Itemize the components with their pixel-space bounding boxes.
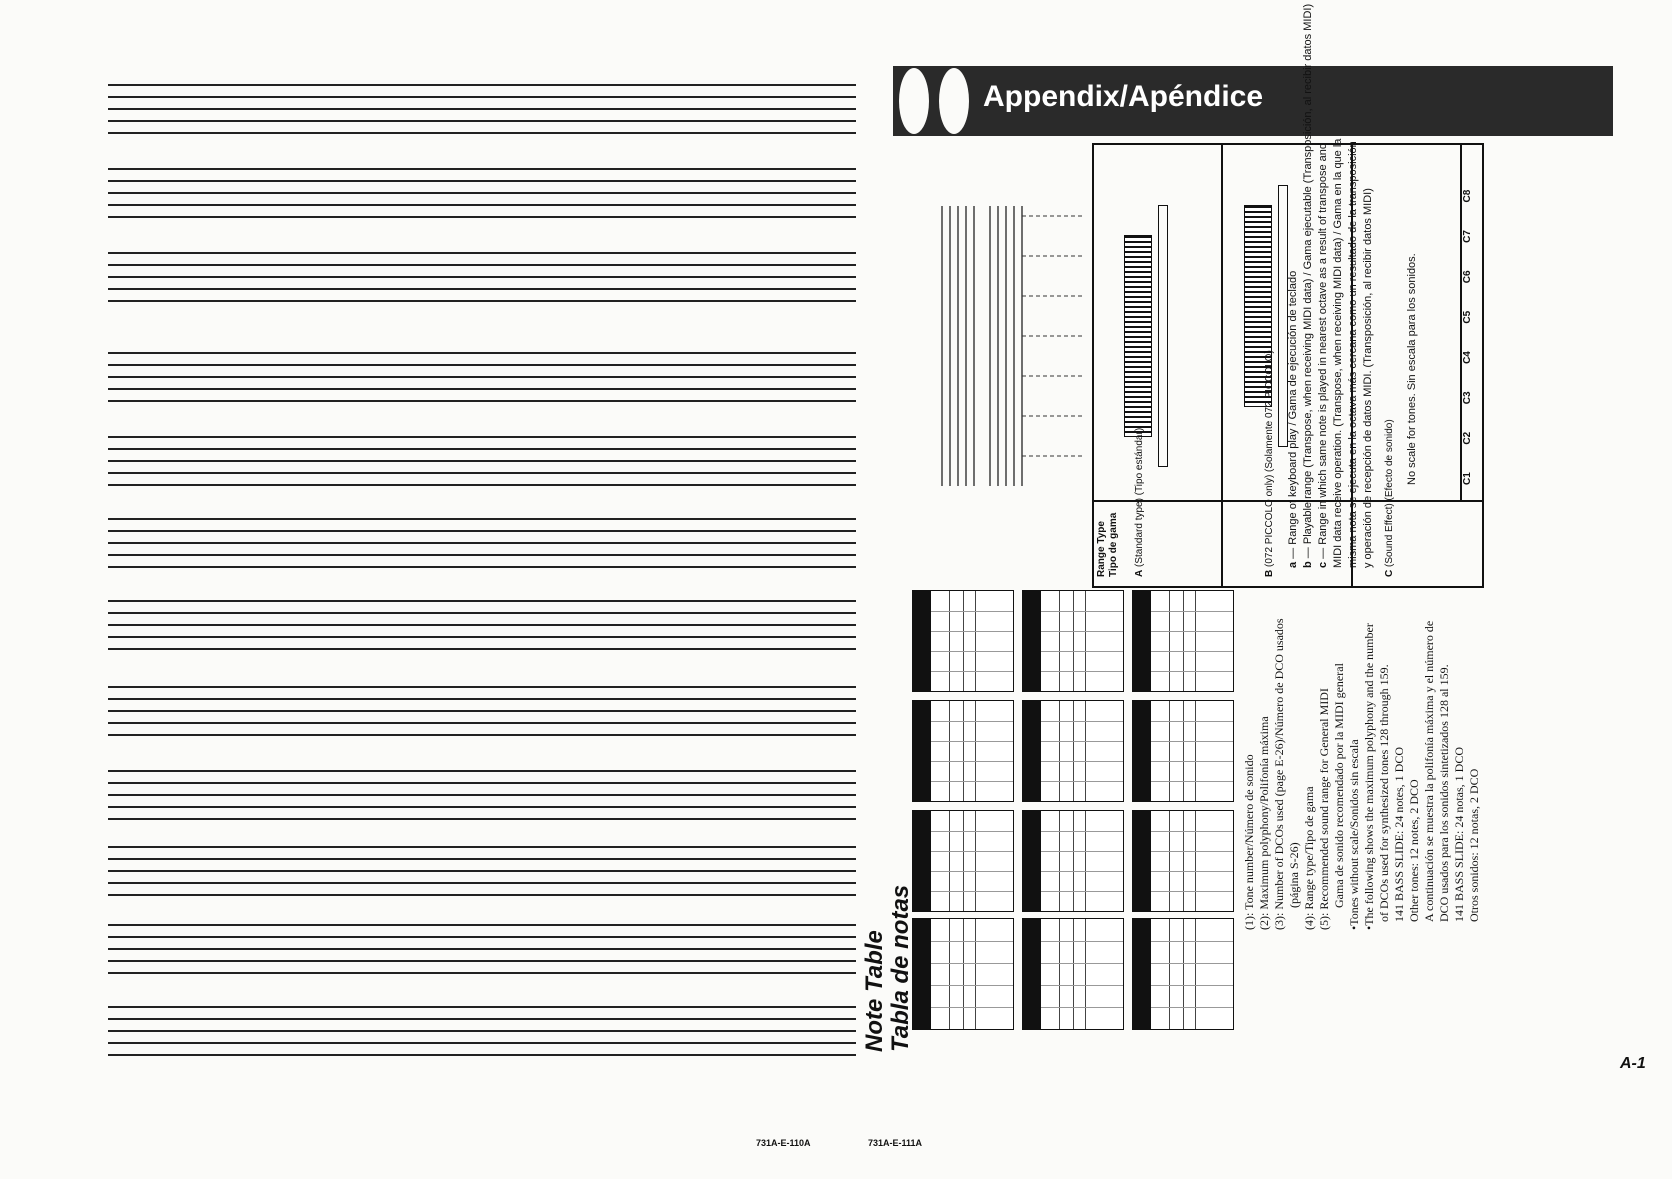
note-table-title: Note Table xyxy=(861,930,888,1052)
range-row-c-type: C xyxy=(1384,569,1395,577)
music-staff xyxy=(108,252,856,308)
range-type-header: Range Type xyxy=(1096,521,1107,577)
music-staff xyxy=(108,686,856,742)
note-label: C5 xyxy=(1462,310,1473,324)
range-row-c-note: No scale for tones. Sin escala para los sonidos. xyxy=(1406,253,1418,485)
banner-paren-left xyxy=(899,68,929,134)
notes-line: A continuación se muestra la polifonía máxima y el número de xyxy=(1422,620,1436,922)
music-staff xyxy=(108,436,856,492)
range-row-c-desc: (Sound Effect) (Efecto de sonido) xyxy=(1384,419,1395,567)
page-title: Appendix/Apéndice xyxy=(983,80,1264,113)
left-footer-code: 731A-E-110A xyxy=(756,1138,811,1148)
music-staff xyxy=(108,84,856,140)
note-label: C6 xyxy=(1462,270,1473,284)
notes-line: DCO usados para los sonidos sintetizados 128 al 159. xyxy=(1437,664,1451,922)
legend-item-b: b — Playable range (Transpose, when receiving MIDI data) / Gama ejecutable (Transposición, al recibir datos MIDI) xyxy=(1302,3,1314,568)
music-staff xyxy=(108,168,856,224)
right-footer-code: 731A-E-111A xyxy=(868,1138,923,1148)
note-label: C7 xyxy=(1462,230,1473,243)
note-table-block xyxy=(912,590,1014,692)
note-table-block xyxy=(1022,810,1124,912)
note-table-block xyxy=(912,810,1014,912)
note-table-block xyxy=(912,918,1014,1030)
notes-line: (4): Range type/Tipo de gama xyxy=(1302,786,1316,930)
note-table-explanations xyxy=(1242,618,1482,930)
range-row-a-type: A xyxy=(1134,569,1145,577)
note-label: C8 xyxy=(1462,189,1473,203)
banner-paren-right xyxy=(939,68,969,134)
appendix-banner xyxy=(893,66,1613,136)
legend-item-a: a — Range of keyboard play / Gama de ejecución de teclado xyxy=(1287,270,1299,568)
note-table-block xyxy=(1022,918,1124,1030)
page-number: A-1 xyxy=(1620,1055,1646,1072)
notes-line: 141 BASS SLIDE: 24 notes, 1 DCO xyxy=(1392,746,1406,922)
notes-line: (5): Recommended sound range for General MIDI xyxy=(1317,688,1331,930)
note-label: C1 xyxy=(1462,472,1473,485)
keyboard-staff-figure xyxy=(898,196,1083,496)
legend-item-c: c — Range in which same note is played in nearest octave as a result of transpose and MIDI data receive operation. (Transpose, when receiving MIDI data) / Gama en la que la misma nota se ejecuta en la octava más cercana como un resultado de la transposición y operación de recepción de datos MIDI. (Transposición, al recibir datos MIDI) xyxy=(1317,138,1374,568)
note-label: C3 xyxy=(1462,391,1473,405)
music-staff xyxy=(108,770,856,826)
note-table-block xyxy=(1022,590,1124,692)
notes-line: Gama de sonido recomendado por la MIDI general xyxy=(1332,663,1346,908)
notes-line: (3): Number of DCOs used (page E-26)/Número de DCO usados xyxy=(1272,618,1286,930)
music-staff xyxy=(108,924,856,980)
notes-line: •Tones without scale/Sonidos sin escala xyxy=(1347,739,1361,930)
notes-line: •The following shows the maximum polyphony and the number xyxy=(1362,623,1376,930)
notes-line: Otros sonidos: 12 notas, 2 DCO xyxy=(1467,768,1481,922)
music-staff xyxy=(108,846,856,902)
notes-line: (página S-26) xyxy=(1287,842,1301,908)
notes-line: (1): Tone number/Número de sonido xyxy=(1242,754,1256,930)
notes-line: (2): Maximum polyphony/Polifonía máxima xyxy=(1257,716,1271,930)
note-table-block xyxy=(1022,700,1124,802)
notes-line: 141 BASS SLIDE: 24 notas, 1 DCO xyxy=(1452,746,1466,922)
note-table-block xyxy=(1132,700,1234,802)
right-page-appendix xyxy=(861,0,1672,1179)
note-table-heading xyxy=(862,885,914,1052)
music-staff xyxy=(108,600,856,656)
range-row-a-desc: (Standard type) (Tipo estándar) xyxy=(1134,427,1145,567)
note-table-block xyxy=(1132,590,1234,692)
music-staff xyxy=(108,352,856,408)
music-staff xyxy=(108,1006,856,1062)
note-label: C2 xyxy=(1462,431,1473,445)
music-staff xyxy=(108,518,856,574)
note-table-title-es: Tabla de notas xyxy=(887,884,914,1052)
range-legend xyxy=(1286,3,1376,568)
range-row-b-desc: (072 PICCOLO only) (Solamente 072 PICCOLO) xyxy=(1264,350,1275,567)
range-row-b-type: B xyxy=(1264,569,1275,577)
note-table-block xyxy=(1132,810,1234,912)
notes-line: of DCOs used for synthesized tones 128 through 159. xyxy=(1377,664,1391,922)
notes-line: Other tones: 12 notes, 2 DCO xyxy=(1407,779,1421,922)
note-table-block xyxy=(912,700,1014,802)
note-label: C4 xyxy=(1462,351,1473,364)
range-type-header-es: Tipo de gama xyxy=(1108,512,1119,577)
note-table-block xyxy=(1132,918,1234,1030)
